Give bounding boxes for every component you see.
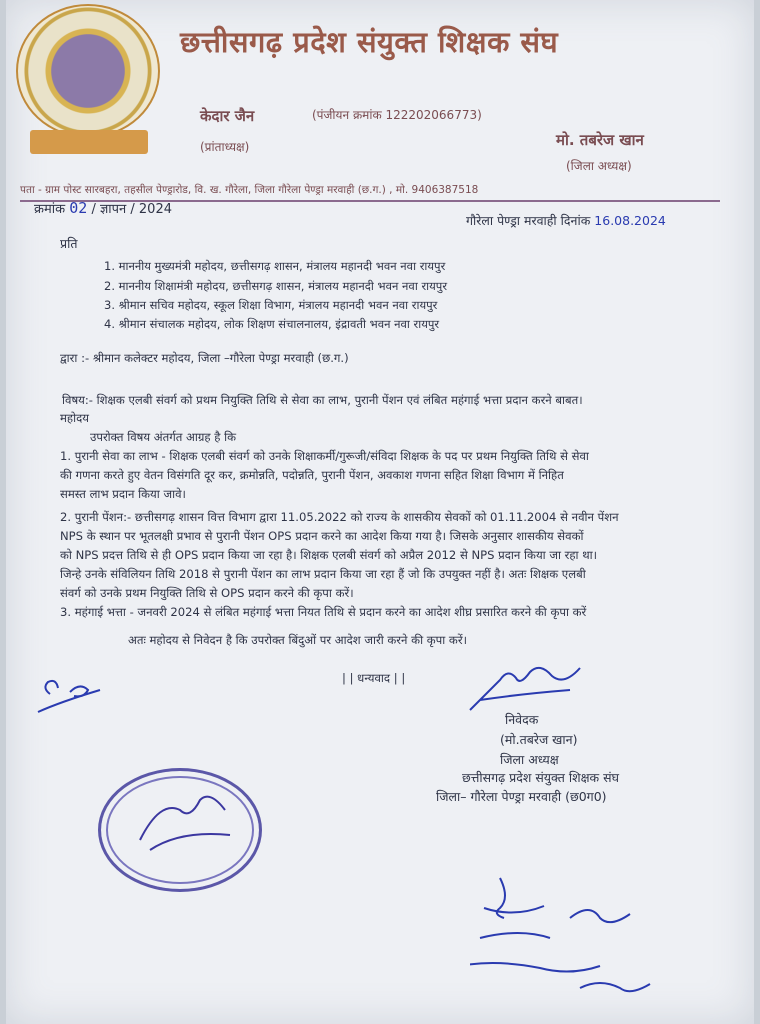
paragraph-line: 2. पुरानी पेंशन:- छत्तीसगढ़ शासन वित्त विभाग द्वारा 11.05.2022 को राज्य के शासकीय सेवकों को 01.11.2004 से नवीन पेंशन (60, 510, 619, 524)
signatory-name: (मो.तबरेज खान) (500, 732, 578, 747)
paragraph-line: जिन्हे उनके संविलियन तिथि 2018 से पुरानी पेंशन का लाभ प्रदान किया जा रहा हैं जो कि उपयुक्त नहीं है। अतः शिक्षक एलबी (60, 567, 586, 581)
letter-place: गौरेला पेण्ड्रा मरवाही (466, 213, 557, 228)
logo-ribbon (30, 130, 148, 154)
letterhead-address: पता - ग्राम पोस्ट सारबहरा, तहसील पेण्ड्रारोड, वि. ख. गौरेला, जिला गौरेला पेण्ड्रा मरवाही (छ.ग.) , मो. 9406387518 (20, 183, 720, 202)
reference-prefix: क्रमांक (34, 202, 66, 217)
subject-line: विषय:- शिक्षक एलबी संवर्ग को प्रथम नियुक्ति तिथि से सेवा का लाभ, पुरानी पेंशन एवं लंबित महंगाई भत्ता प्रदान करने बाबत। (62, 393, 583, 407)
recipient-item: 4. श्रीमान संचालक महोदय, लोक शिक्षण संचालनालय, इंद्रावती भवन नवा रायपुर (104, 317, 440, 331)
thanks-line: | | धन्यवाद | | (342, 671, 406, 685)
additional-signatures-icon (470, 868, 670, 1008)
paragraph-line: 1. पुरानी सेवा का लाभ - शिक्षक एलबी संवर्ग को उनके शिक्षाकर्मी/गुरूजी/संविदा शिक्षक के पद पर प्रथम नियुक्ति तिथि से सेवा (60, 449, 589, 463)
reference-suffix: / ज्ञापन / 2024 (91, 202, 172, 217)
closing-request: अतः महोदय से निवेदन है कि उपरोक्त बिंदुओं पर आदेश जारी करने की कृपा करें। (128, 633, 467, 647)
signatory-org: छत्तीसगढ़ प्रदेश संयुक्त शिक्षक संघ (462, 770, 619, 785)
paragraph-line: NPS के स्थान पर भूतलक्षी प्रभाव से पुरानी पेंशन OPS प्रदान करने का आदेश किया गया है। जिसके अनुसार शासकीय सेवकों (60, 529, 584, 543)
recipient-item: 3. श्रीमान सचिव महोदय, स्कूल शिक्षा विभाग, मंत्रालय महानदी भवन नवा रायपुर (104, 298, 438, 312)
left-signature-icon (30, 672, 120, 722)
signatory-role: जिला अध्यक्ष (500, 752, 559, 767)
district-president-name: मो. तबरेज खान (556, 131, 644, 149)
to-label: प्रति (60, 236, 78, 251)
signature-label: निवेदक (505, 712, 539, 727)
district-president-role: (जिला अध्यक्ष) (566, 159, 632, 173)
paragraph-line: की गणना करते हुए वेतन विसंगति दूर कर, क्रमोन्नति, पदोन्नति, पुरानी पेंशन, अवकाश गणना सहित शिक्षा विभाग में निहित (60, 468, 564, 482)
place-date-line (466, 212, 666, 229)
president-name: केदार जैन (200, 107, 255, 125)
registration-number: (पंजीयन क्रमांक 122202066773) (312, 108, 482, 122)
paragraph-line: को NPS प्रदत्त तिथि से ही OPS प्रदान किया जा रहा है। शिक्षक एलबी संवर्ग को अप्रैल 2012 से NPS प्रदान किया जा रहा था। (60, 548, 598, 562)
organization-logo (16, 4, 160, 138)
paragraph-line: समस्त लाभ प्रदान किया जावे। (60, 487, 186, 501)
intro-line: उपरोक्त विषय अंतर्गत आग्रह है कि (90, 430, 237, 444)
paragraph-line: 3. महंगाई भत्ता - जनवरी 2024 से लंबित महंगाई भत्ता नियत तिथि से प्रदान करने का आदेश शीघ्र प्रसारित करने की कृपा करें (60, 605, 587, 619)
recipient-item: 2. माननीय शिक्षामंत्री महोदय, छत्तीसगढ़ शासन, मंत्रालय महानदी भवन नवा रायपुर (104, 279, 448, 293)
organization-name: छत्तीसगढ़ प्रदेश संयुक्त शिक्षक संघ (180, 25, 559, 59)
paragraph-line: संवर्ग को उनके प्रथम नियुक्ति तिथि से OPS प्रदान करने की कृपा करें। (60, 586, 354, 600)
letter-date: 16.08.2024 (594, 213, 666, 228)
president-role: (प्रांताध्यक्ष) (200, 140, 250, 154)
reference-number: 02 (69, 199, 88, 217)
stamp-signature-icon (130, 780, 240, 860)
date-label: दिनांक (560, 213, 591, 228)
salutation: महोदय (60, 411, 89, 425)
recipient-item: 1. माननीय मुख्यमंत्री महोदय, छत्तीसगढ़ शासन, मंत्रालय महानदी भवन नवा रायपुर (104, 259, 446, 273)
main-signature-icon (460, 650, 600, 720)
signatory-district: जिला– गौरेला पेण्ड्रा मरवाही (छ0ग0) (436, 789, 607, 804)
via-line: द्वारा :- श्रीमान कलेक्टर महोदय, जिला –गौरेला पेण्ड्रा मरवाही (छ.ग.) (60, 351, 349, 365)
reference-line (34, 199, 172, 217)
